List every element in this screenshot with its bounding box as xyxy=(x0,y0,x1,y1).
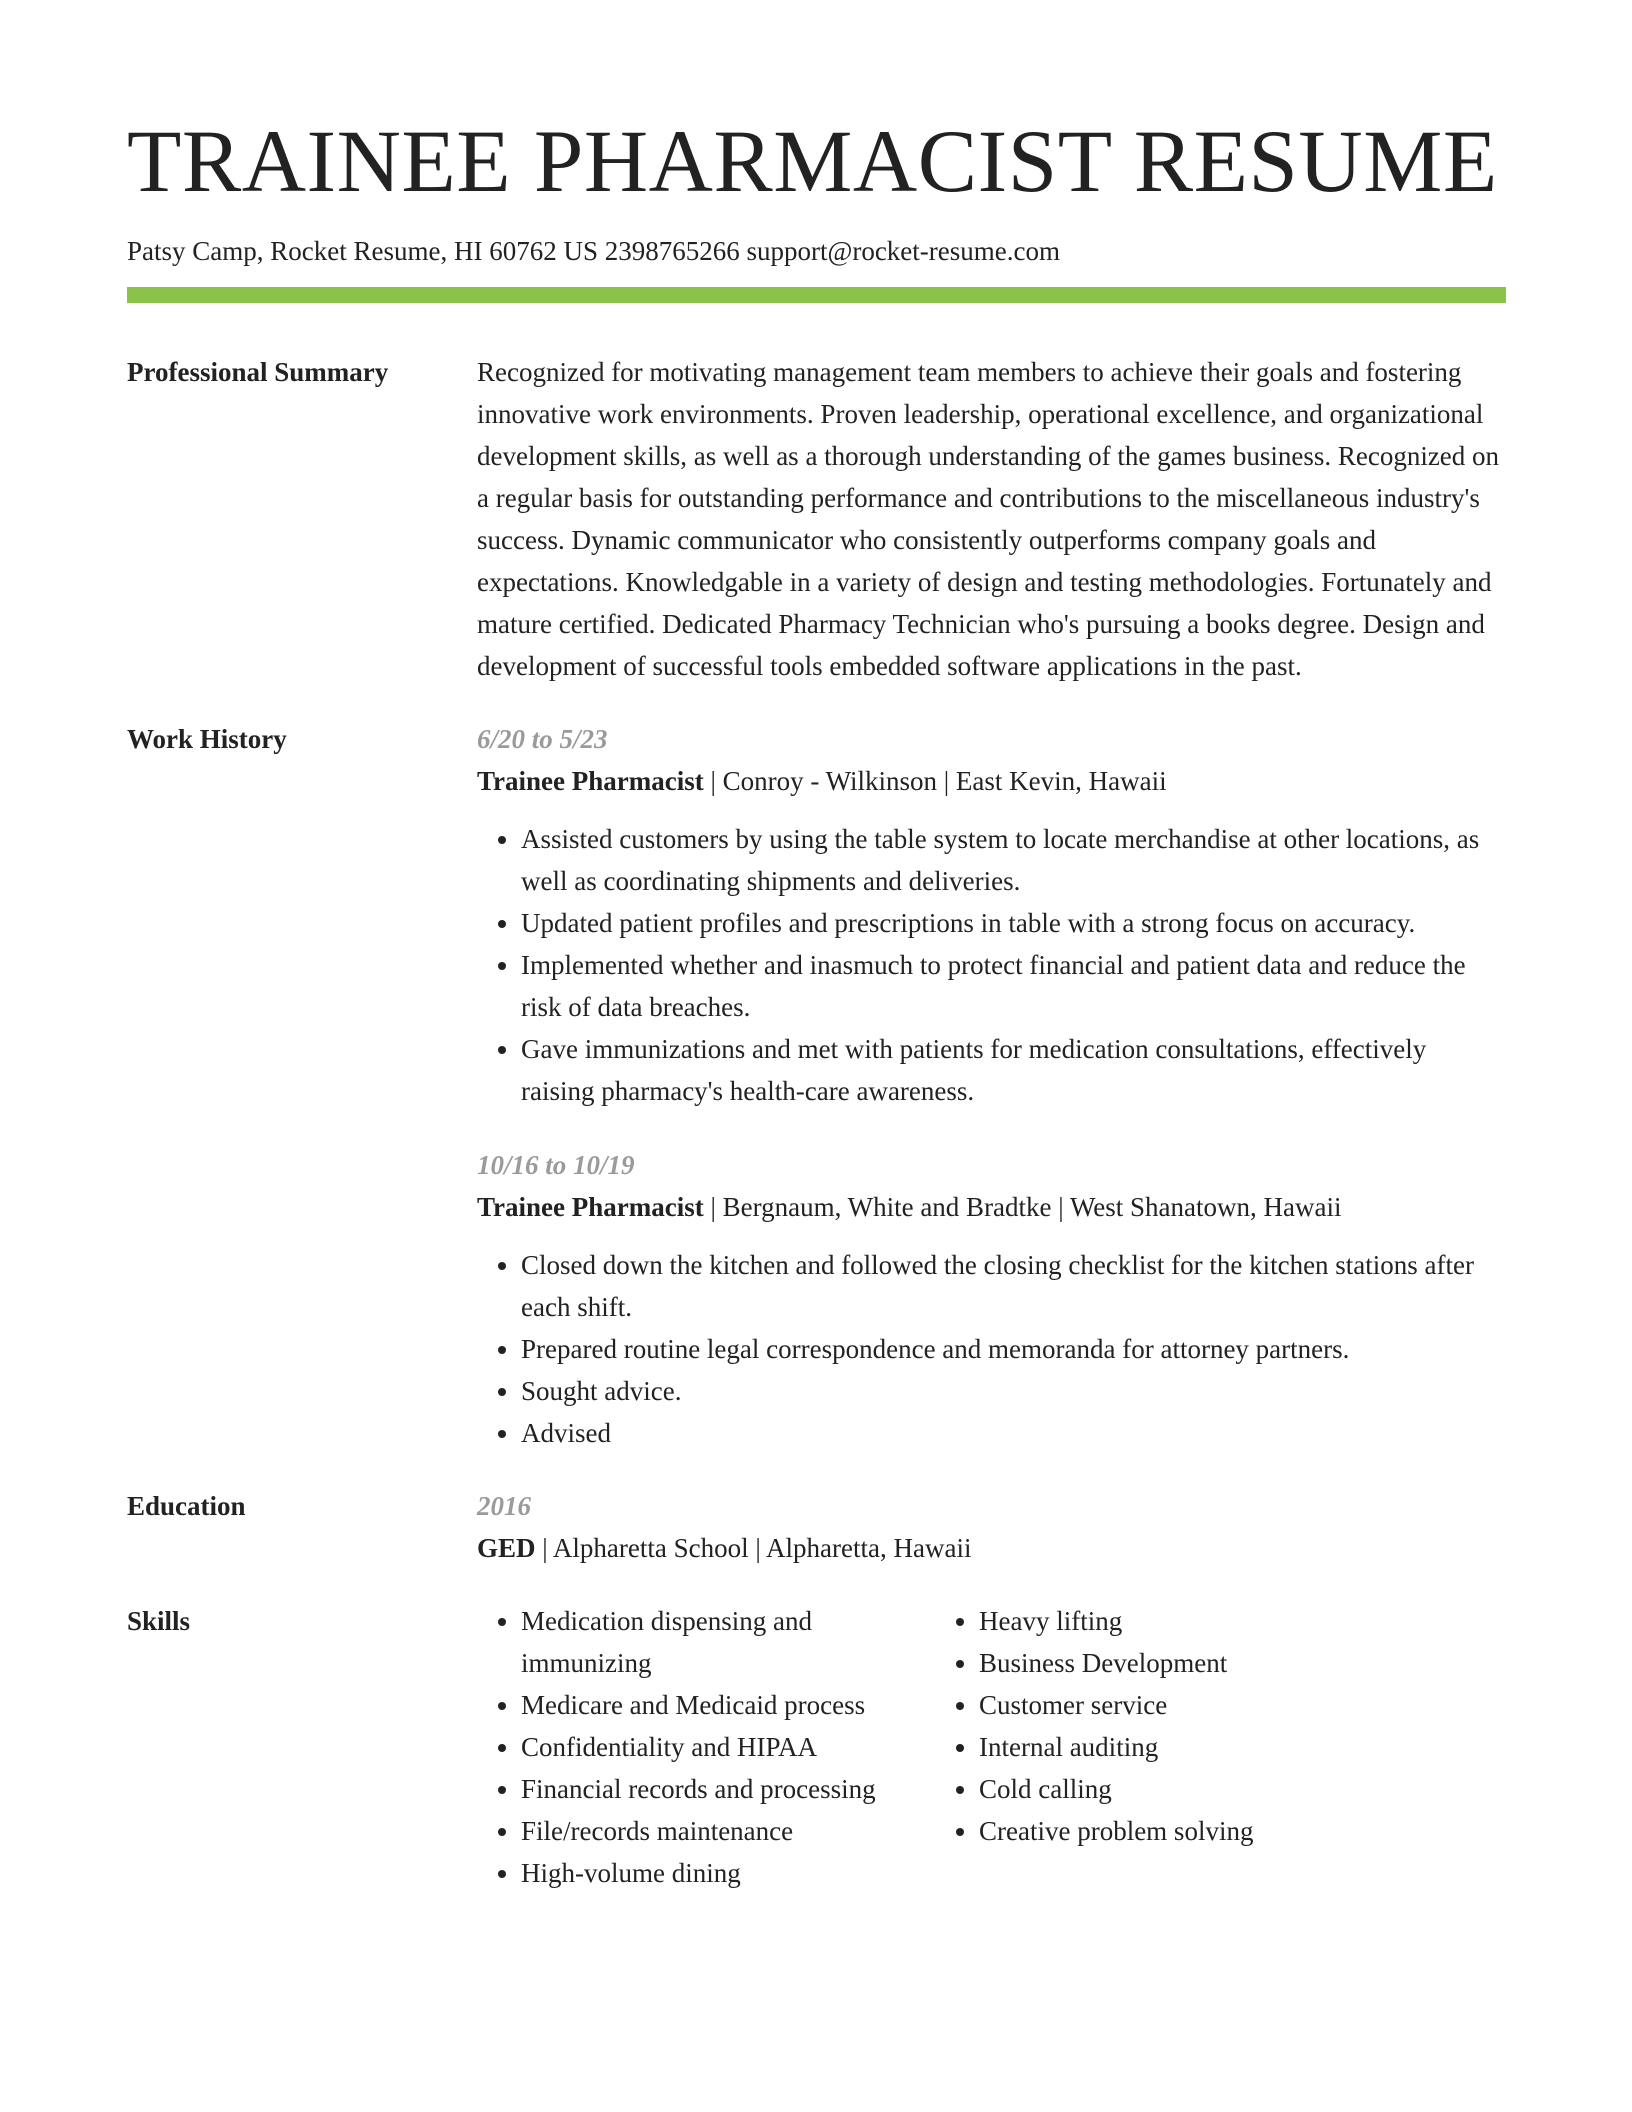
skills-body xyxy=(477,1600,1506,1894)
skill-item: • File/records maintenance xyxy=(521,1810,935,1852)
list-item: • Assisted customers by using the table system to locate merchandise at other locations, as well as coordinating shipments and deliveries. xyxy=(521,818,1506,902)
job-employer-location: | Conroy - Wilkinson | East Kevin, Hawaii xyxy=(703,766,1167,797)
education-body xyxy=(477,1485,1506,1569)
education-school-location: | Alpharetta School | Alpharetta, Hawaii xyxy=(535,1533,972,1564)
job-title: Trainee Pharmacist xyxy=(477,766,704,797)
job-role-line xyxy=(477,1186,1506,1228)
skill-item: • Financial records and processing xyxy=(521,1768,935,1810)
contact-line: Patsy Camp, Rocket Resume, HI 60762 US 2398765266 support@rocket-resume.com xyxy=(127,236,1060,266)
skills-columns xyxy=(477,1600,1506,1894)
summary-body xyxy=(477,351,1506,687)
skills-list-left xyxy=(477,1600,935,1894)
job-dates: 10/16 to 10/19 xyxy=(477,1150,635,1181)
job-bullets xyxy=(477,818,1506,1112)
summary-section xyxy=(127,351,1506,687)
education-label: Education xyxy=(127,1491,246,1522)
skills-label: Skills xyxy=(127,1606,191,1637)
skills-section xyxy=(127,1600,1506,1894)
skill-item: • Medication dispensing and immunizing xyxy=(521,1600,935,1684)
skill-item: • Business Development xyxy=(979,1642,1253,1684)
list-item: • Prepared routine legal correspondence and memoranda for attorney partners. xyxy=(521,1328,1506,1370)
skill-item: • Medicare and Medicaid process xyxy=(521,1684,935,1726)
skill-item: • High-volume dining xyxy=(521,1852,935,1894)
education-section xyxy=(127,1485,1506,1569)
list-item: • Sought advice. xyxy=(521,1370,1506,1412)
work-history-section xyxy=(127,718,1506,1454)
list-item: • Gave immunizations and met with patients for medication consultations, effectively raising pharmacy's health-care awareness. xyxy=(521,1028,1506,1112)
job-role-line xyxy=(477,760,1506,802)
list-item: • Advised xyxy=(521,1412,1506,1454)
job-entry xyxy=(477,718,1506,1112)
job-employer-location: | Bergnaum, White and Bradtke | West Shanatown, Hawaii xyxy=(703,1192,1342,1223)
education-line xyxy=(477,1527,1506,1569)
skills-list-right xyxy=(935,1600,1253,1894)
skill-item: • Cold calling xyxy=(979,1768,1253,1810)
education-year: 2016 xyxy=(477,1491,531,1522)
skill-item: • Internal auditing xyxy=(979,1726,1253,1768)
resume-title: TRAINEE PHARMACIST RESUME xyxy=(127,113,1498,211)
work-history-label: Work History xyxy=(127,724,287,755)
job-bullets xyxy=(477,1244,1506,1454)
summary-text: Recognized for motivating management team members to achieve their goals and fostering innovative work environments. Proven leadership, operational excellence, and organizational development skills, as well as a thorough understanding of the games business. Recognized on a regular basis for outstanding performance and contributions to the miscellaneous industry's success. Dynamic communicator who consistently outperforms company goals and expectations. Knowledgable in a variety of design and testing methodologies. Fortunately and mature certified. Dedicated Pharmacy Technician who's pursuing a books degree. Design and development of successful tools embedded software applications in the past. xyxy=(477,357,1500,682)
list-item: • Implemented whether and inasmuch to protect financial and patient data and reduce the risk of data breaches. xyxy=(521,944,1506,1028)
skill-item: • Heavy lifting xyxy=(979,1600,1253,1642)
education-degree: GED xyxy=(477,1533,536,1564)
work-history-body xyxy=(477,718,1506,1454)
summary-label: Professional Summary xyxy=(127,357,389,388)
job-entry xyxy=(477,1144,1506,1454)
skill-item: • Confidentiality and HIPAA xyxy=(521,1726,935,1768)
skill-item: • Customer service xyxy=(979,1684,1253,1726)
job-title: Trainee Pharmacist xyxy=(477,1192,704,1223)
job-dates: 6/20 to 5/23 xyxy=(477,724,608,755)
header-divider xyxy=(127,287,1506,303)
list-item: • Closed down the kitchen and followed the closing checklist for the kitchen stations after each shift. xyxy=(521,1244,1506,1328)
skill-item: • Creative problem solving xyxy=(979,1810,1253,1852)
list-item: • Updated patient profiles and prescriptions in table with a strong focus on accuracy. xyxy=(521,902,1506,944)
